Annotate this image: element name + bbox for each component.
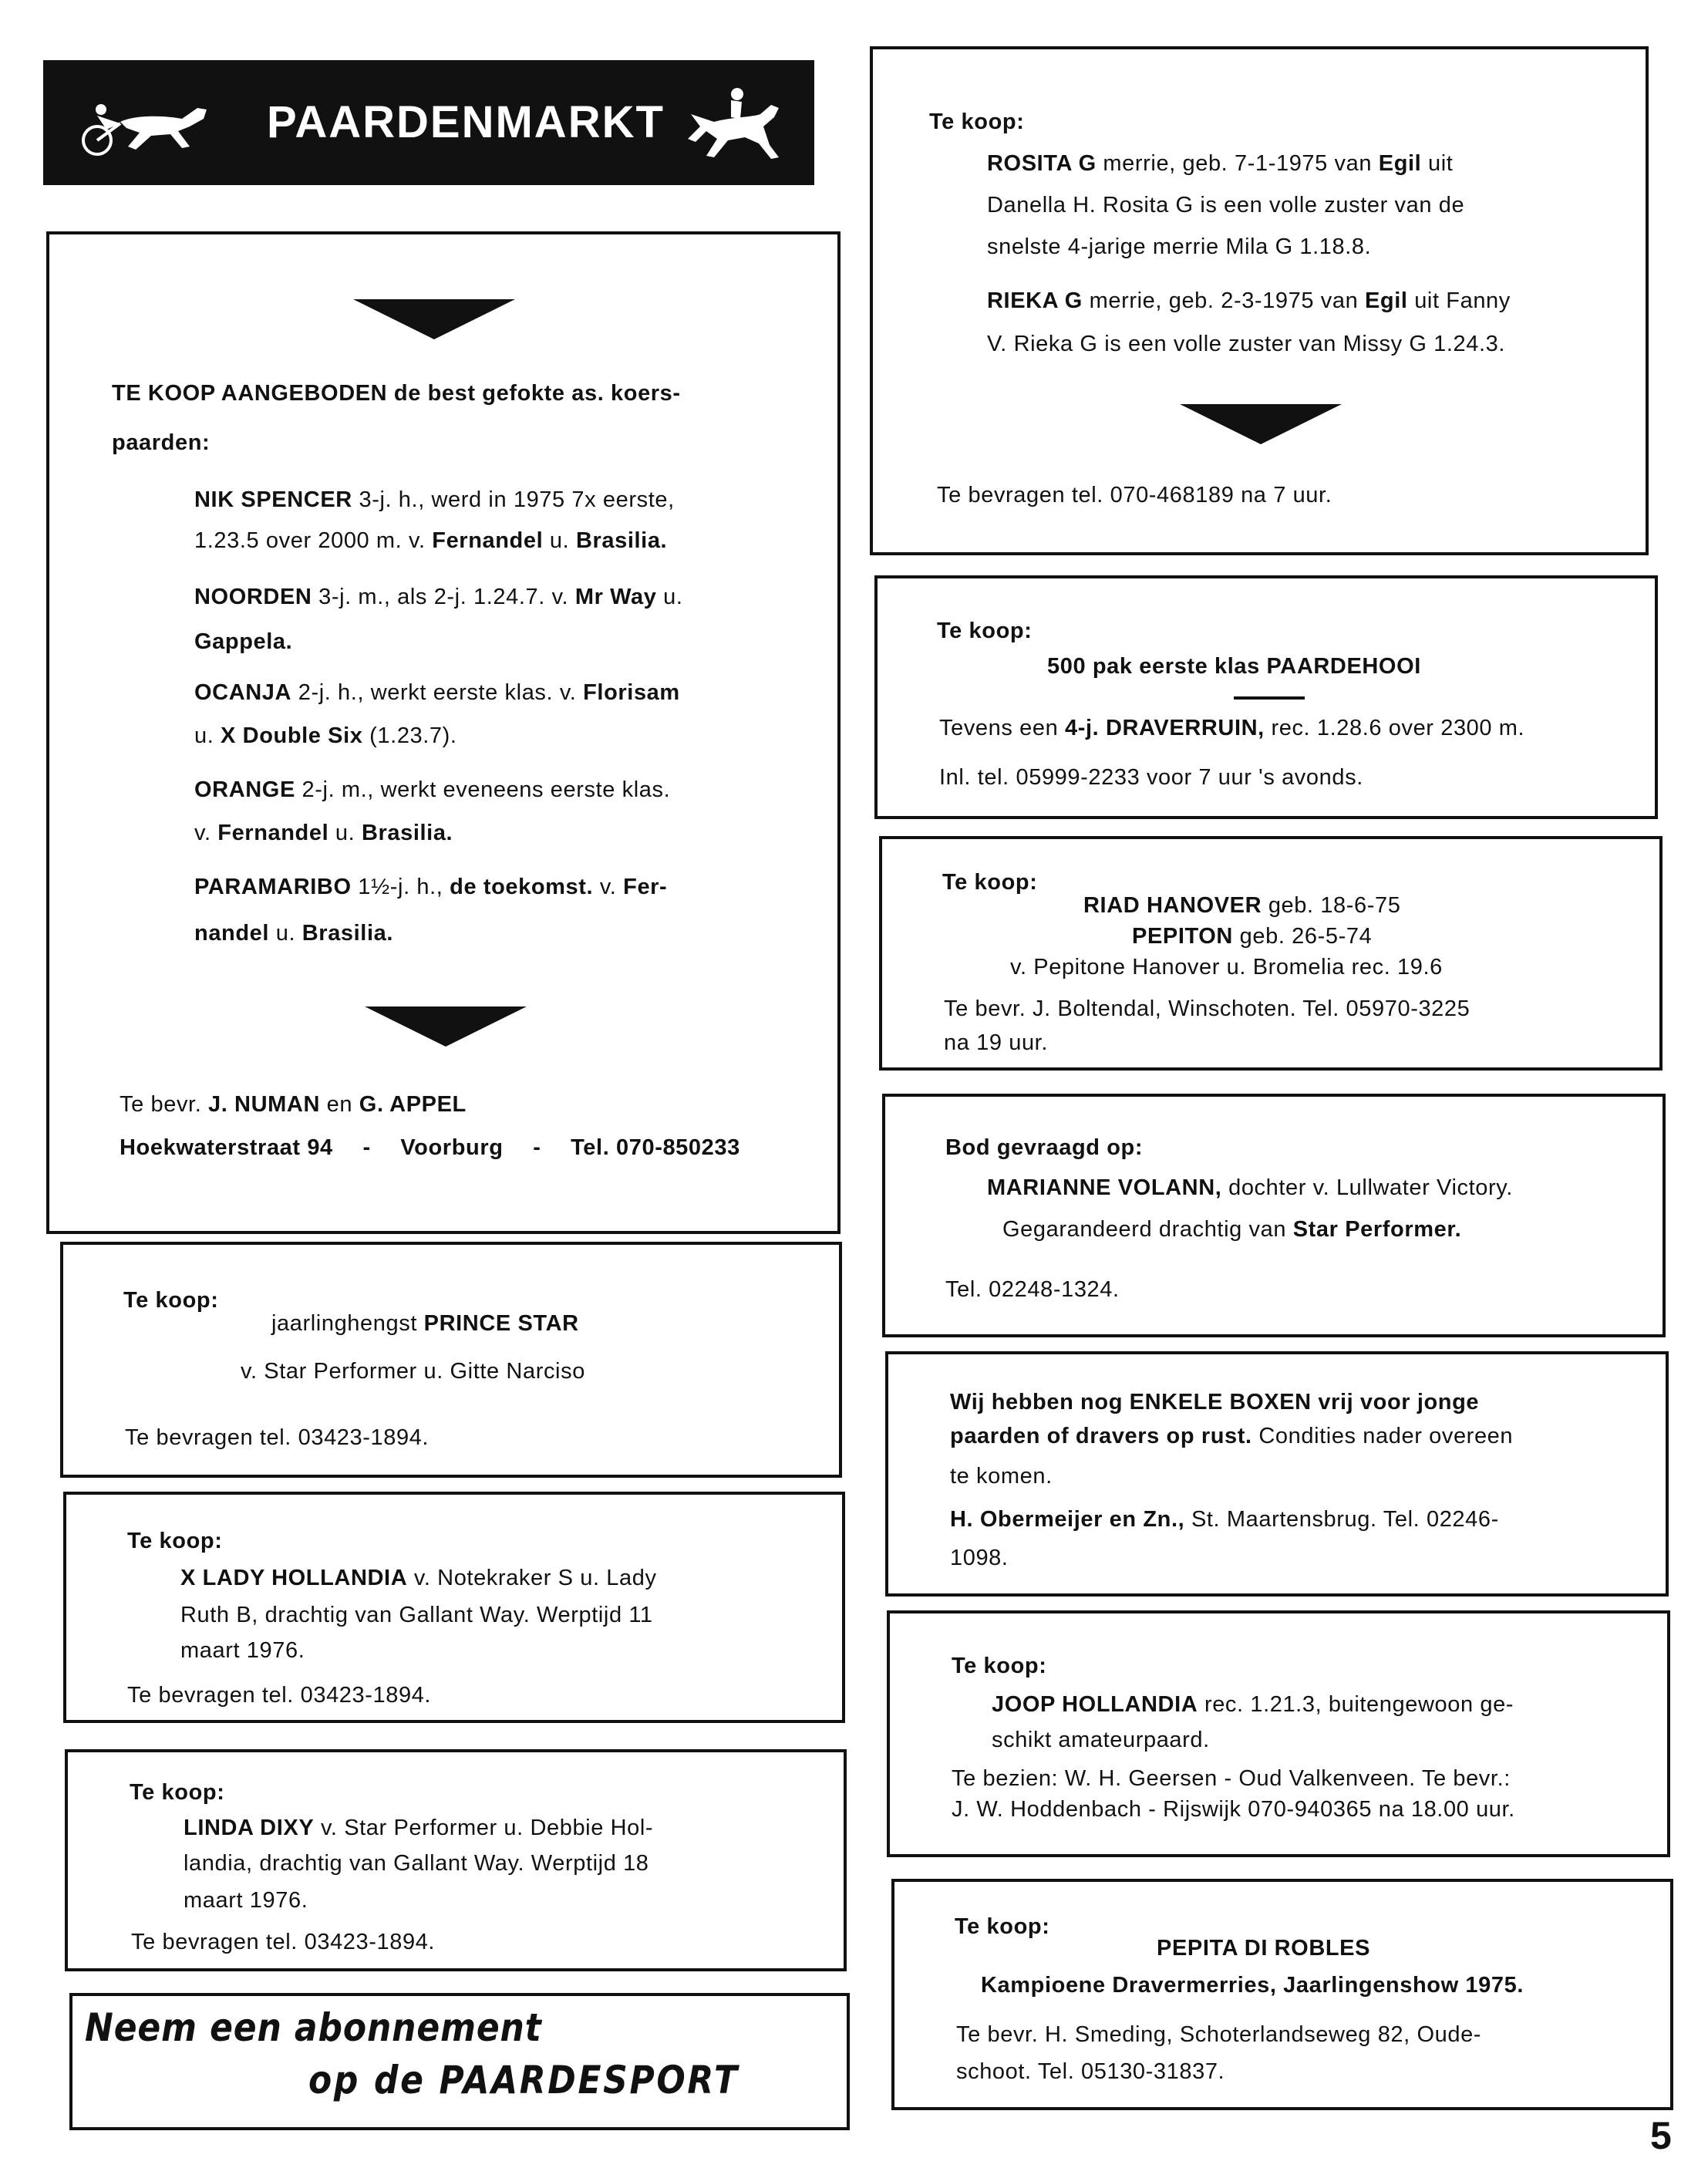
ad-marianne-title: Bod gevraagd op:: [945, 1135, 1144, 1160]
ad-rosita-line2: Danella H. Rosita G is een volle zuster van de: [987, 193, 1465, 217]
ad-prince-line1: jaarlinghengst PRINCE STAR: [271, 1311, 579, 1336]
ad-linda-line2: landia, drachtig van Gallant Way. Werptijd 18: [184, 1851, 649, 1876]
ad-boxen-contact2: 1098.: [950, 1546, 1009, 1570]
ad-pepita-contact1: Te bevr. H. Smeding, Schoterlandseweg 82, Oude-: [956, 2022, 1482, 2047]
ad-rosita-line1: ROSITA G merrie, geb. 7-1-1975 van Egil uit: [987, 151, 1454, 176]
ad-joop-line1: JOOP HOLLANDIA rec. 1.21.3, buitengewoon ge-: [992, 1692, 1514, 1717]
header-banner: [43, 60, 814, 185]
divider: [1234, 696, 1305, 700]
ad-riad-contact1: Te bevr. J. Boltendal, Winschoten. Tel. 05970-3225: [944, 996, 1470, 1021]
horse-paramaribo-details: nandel u. Brasilia.: [194, 921, 394, 946]
ad-main-address: Hoekwaterstraat 94 - Voorburg - Tel. 070-850233: [120, 1135, 740, 1160]
ad-pepita-line2: Kampioene Dravermerries, Jaarlingenshow 1975.: [981, 1973, 1524, 1998]
ad-linda-line3: maart 1976.: [184, 1888, 308, 1913]
ad-riad-contact2: na 19 uur.: [944, 1030, 1048, 1055]
ad-pepita-contact2: schoot. Tel. 05130-31837.: [956, 2059, 1225, 2084]
ad-prince-title: Te koop:: [123, 1288, 219, 1313]
ad-rosita-line3: snelste 4-jarige merrie Mila G 1.18.8.: [987, 234, 1372, 259]
promo-line1: Neem een abonnement: [85, 2005, 542, 2050]
ad-pepita-line1: PEPITA DI ROBLES: [1157, 1936, 1371, 1961]
horse-orange-details: v. Fernandel u. Brasilia.: [194, 821, 453, 845]
arrow-down-icon: [365, 1007, 527, 1047]
ad-riad-line1: RIAD HANOVER geb. 18-6-75: [1083, 893, 1401, 918]
horse-orange: ORANGE 2-j. m., werkt eveneens eerste klas.: [194, 777, 671, 802]
ad-marianne-line1: MARIANNE VOLANN, dochter v. Lullwater Victory.: [987, 1175, 1513, 1200]
ad-rieka-line2: V. Rieka G is een volle zuster van Missy G 1.24.3.: [987, 332, 1506, 356]
ad-linda-title: Te koop:: [130, 1780, 225, 1805]
ad-prince-line2: v. Star Performer u. Gitte Narciso: [241, 1359, 585, 1384]
galloping-horse-icon: [683, 83, 783, 168]
ad-boxen-contact1: H. Obermeijer en Zn., St. Maartensbrug. Tel. 02246-: [950, 1507, 1499, 1532]
ad-linda-contact: Te bevragen tel. 03423-1894.: [131, 1930, 436, 1954]
ad-marianne-contact: Tel. 02248-1324.: [945, 1277, 1120, 1302]
horse-paramaribo: PARAMARIBO 1½-j. h., de toekomst. v. Fer-: [194, 875, 668, 899]
ad-linda-line1: LINDA DIXY v. Star Performer u. Debbie Hol-: [184, 1816, 654, 1840]
ad-main-intro: TE KOOP AANGEBODEN de best gefokte as. koers-: [112, 381, 681, 406]
ad-lady-line2: Ruth B, drachtig van Gallant Way. Werptijd 11: [180, 1603, 653, 1627]
ad-joop-title: Te koop:: [952, 1654, 1047, 1678]
ad-rieka-line1: RIEKA G merrie, geb. 2-3-1975 van Egil uit Fanny: [987, 288, 1511, 313]
ad-main-intro-cont: paarden:: [112, 430, 211, 455]
ad-boxen-line1: Wij hebben nog ENKELE BOXEN vrij voor jonge: [950, 1390, 1480, 1415]
ad-main-contact: Te bevr. J. NUMAN en G. APPEL: [120, 1092, 467, 1117]
ad-lady-line1: X LADY HOLLANDIA v. Notekraker S u. Lady: [180, 1566, 657, 1590]
horse-ocanja: OCANJA 2-j. h., werkt eerste klas. v. Florisam: [194, 680, 680, 705]
ad-pepita-title: Te koop:: [955, 1914, 1050, 1939]
page-title: PAARDENMARKT: [267, 97, 665, 147]
horse-ocanja-details: u. X Double Six (1.23.7).: [194, 723, 457, 748]
ad-rosita-contact: Te bevragen tel. 070-468189 na 7 uur.: [937, 483, 1332, 507]
ad-lady-contact: Te bevragen tel. 03423-1894.: [127, 1683, 432, 1708]
ad-rosita-title: Te koop:: [929, 110, 1025, 134]
ad-prince-contact: Te bevragen tel. 03423-1894.: [125, 1425, 430, 1450]
ad-lady-line3: maart 1976.: [180, 1638, 305, 1663]
ad-hooi-line1: 500 pak eerste klas PAARDEHOOI: [1047, 654, 1421, 679]
arrow-down-icon: [353, 299, 515, 339]
promo-line2: op de PAARDESPORT: [308, 2058, 739, 2102]
page-number: 5: [1650, 2114, 1672, 2157]
arrow-down-icon: [1180, 404, 1342, 444]
ad-joop-contact2: J. W. Hoddenbach - Rijswijk 070-940365 na 18.00 uur.: [952, 1797, 1515, 1822]
horse-noorden-details: Gappela.: [194, 629, 293, 654]
ad-boxen-line3: te komen.: [950, 1464, 1053, 1489]
harness-horse-icon: [74, 93, 228, 162]
ad-marianne-line2: Gegarandeerd drachtig van Star Performer.: [1002, 1217, 1462, 1242]
ad-riad-title: Te koop:: [942, 870, 1038, 895]
ad-boxen-line2: paarden of dravers op rust. Condities nader overeen: [950, 1424, 1514, 1448]
horse-nik-spencer-details: 1.23.5 over 2000 m. v. Fernandel u. Brasilia.: [194, 528, 668, 553]
ad-hooi-contact: Inl. tel. 05999-2233 voor 7 uur 's avonds.: [939, 765, 1363, 790]
horse-noorden: NOORDEN 3-j. m., als 2-j. 1.24.7. v. Mr Way u.: [194, 585, 683, 609]
ad-lady-title: Te koop:: [127, 1529, 223, 1553]
ad-hooi-line2: Tevens een 4-j. DRAVERRUIN, rec. 1.28.6 over 2300 m.: [939, 716, 1525, 740]
ad-riad-line2: PEPITON geb. 26-5-74: [1132, 924, 1373, 949]
ad-joop-contact1: Te bezien: W. H. Geersen - Oud Valkenveen. Te bevr.:: [952, 1766, 1511, 1791]
ad-joop-line2: schikt amateurpaard.: [992, 1728, 1210, 1752]
horse-nik-spencer: NIK SPENCER 3-j. h., werd in 1975 7x eerste,: [194, 487, 675, 512]
ad-riad-line3: v. Pepitone Hanover u. Bromelia rec. 19.6: [1010, 955, 1443, 980]
ad-hooi-title: Te koop:: [937, 619, 1033, 643]
